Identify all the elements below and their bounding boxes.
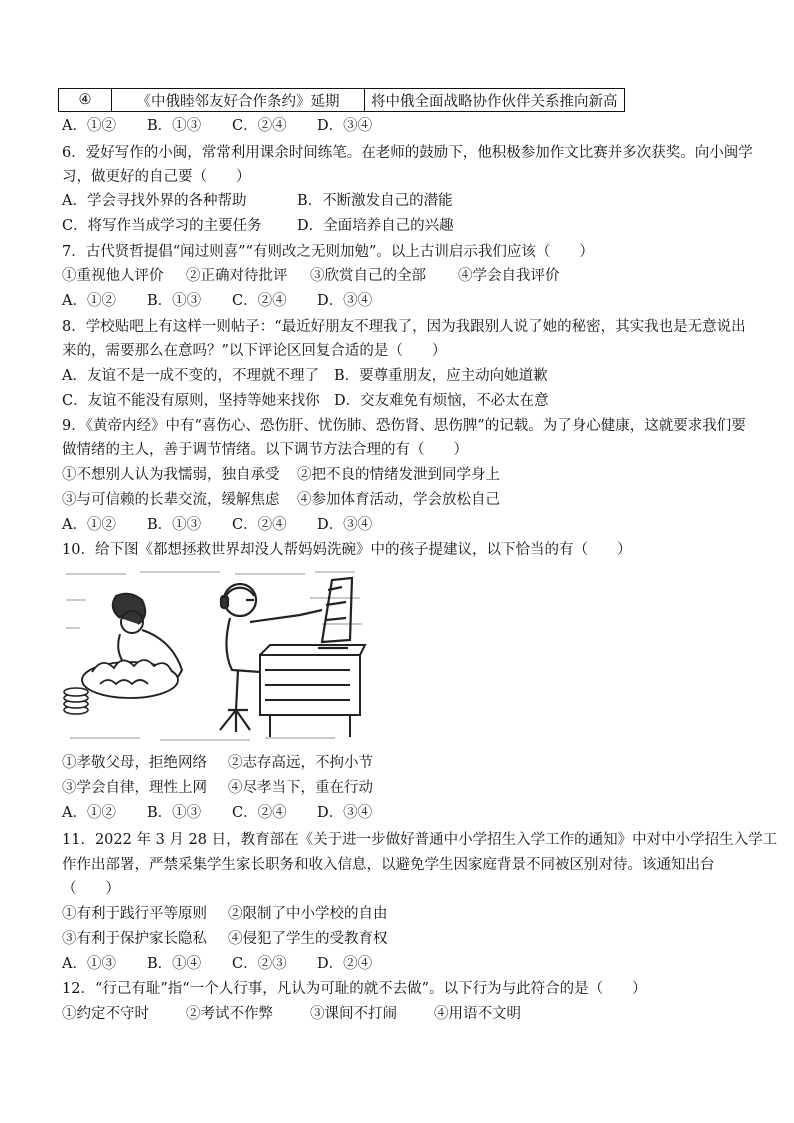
q7-stem: 7．古代贤哲提倡“闻过则喜”“有则改之无则加勉”。以上古训启示我们应该（ ）: [62, 244, 594, 260]
q12-item-3: ③课间不打闹: [310, 1006, 397, 1022]
q7-option-d: D．③④: [317, 293, 373, 309]
q11-option-a: A．①③: [62, 956, 116, 972]
q11-items-row1: [62, 904, 388, 924]
q10-options: [62, 803, 402, 823]
q8-option-d: D．交友难免有烦恼，不必太在意: [334, 393, 549, 409]
q7-item-1: ①重视他人评价: [62, 268, 164, 284]
monitor-drawing: [318, 578, 352, 648]
q9-option-b: B．①③: [147, 517, 202, 533]
q7-option-b: B．①③: [147, 293, 202, 309]
q11-options: [62, 954, 402, 974]
q10-option-b: B．①③: [147, 805, 202, 821]
q5-option-d: D．③④: [317, 118, 373, 134]
q5-option-b: B．①③: [147, 118, 202, 134]
q5-options: [62, 116, 402, 136]
q10-option-a: A．①②: [62, 805, 116, 821]
row-event: 《中俄睦邻友好合作条约》延期: [112, 89, 365, 112]
q6-options-row2: [62, 216, 454, 236]
boy-drawing: [220, 584, 322, 732]
plate-stack-drawing: [64, 688, 88, 714]
q7-item-3: ③欣赏自己的全部: [310, 268, 426, 284]
q8-option-a: A．友谊不是一成不变的，不理就不理了: [62, 368, 319, 384]
q9-item-3: ③与可信赖的长辈交流，缓解焦虑: [62, 492, 280, 508]
q6-options-row1: [62, 191, 453, 211]
q9-option-a: A．①②: [62, 517, 116, 533]
q8-options-row1: [62, 366, 548, 386]
q12-stem: 12．“行己有耻”指“一个人行事，凡认为可耻的就不去做”。以下行为与此符合的是（ ）: [62, 981, 647, 997]
q10-stem: 10．给下图《都想拯救世界却没人帮妈妈洗碗》中的孩子提建议，以下恰当的有（ ）: [62, 542, 632, 558]
q11-item-4: ④侵犯了学生的受教育权: [228, 931, 388, 947]
desk-drawing: [260, 645, 365, 737]
q9-item-2: ②把不良的情绪发泄到同学身上: [297, 467, 500, 483]
q12-items: [62, 1004, 521, 1024]
q10-item-3: ③学会自律，理性上网: [62, 780, 207, 796]
q9-items-row1: [62, 465, 500, 485]
q10-item-2: ②志存高远，不拘小节: [228, 755, 373, 771]
q10-item-4: ④尽孝当下，重在行动: [228, 780, 373, 796]
q6-option-c: C．将写作当成学习的主要任务: [62, 218, 262, 234]
q11-item-3: ③有利于保护家长隐私: [62, 931, 207, 947]
q11-items-row2: [62, 929, 388, 949]
q8-stem-line1: 8．学校贴吧上有这样一则帖子：“最近好朋友不理我了，因为我跟别人说了她的秘密，其实我也是无意说出: [62, 319, 746, 335]
row-meaning: 将中俄全面战略协作伙伴关系推向新高: [365, 89, 625, 112]
q7-items: [62, 266, 560, 286]
q6-stem-line2: 习，做更好的自己要（ ）: [62, 169, 251, 185]
q9-option-c: C．②④: [232, 517, 287, 533]
q7-options: [62, 291, 402, 311]
q7-option-c: C．②④: [232, 293, 287, 309]
row-number: ④: [59, 89, 112, 112]
q10-items-row1: [62, 753, 373, 773]
q10-item-1: ①孝敬父母，拒绝网络: [62, 755, 207, 771]
q6-option-b: B．不断激发自己的潜能: [297, 193, 453, 209]
q11-stem-line2: 作作出部署，严禁采集学生家长职务和收入信息，以避免学生因家庭背景不同被区别对待。该通知出台: [62, 857, 715, 873]
q9-options: [62, 515, 402, 535]
q8-stem-line2: 来的，需要那么在意吗？”以下评论区回复合适的是（ ）: [62, 343, 447, 359]
q11-stem-line3: （ ）: [62, 881, 120, 897]
table-row: [59, 89, 625, 112]
q9-item-4: ④参加体育活动，学会放松自己: [297, 492, 500, 508]
q12-item-4: ④用语不文明: [434, 1006, 521, 1022]
q9-option-d: D．③④: [317, 517, 373, 533]
q11-item-1: ①有利于践行平等原则: [62, 906, 207, 922]
q11-stem-line1: 11．2022 年 3 月 28 日，教育部在《关于进一步做好普通中小学招生入学工作的通知》中对中小学招生入学工: [62, 832, 778, 848]
q6-option-d: D．全面培养自己的兴趣: [297, 218, 454, 234]
q10-option-c: C．②④: [232, 805, 287, 821]
q9-stem-line1: 9．《黄帝内经》中有“喜伤心、恐伤肝、忧伤肺、恐伤肾、思伤脾”的记载。为了身心健康，这就要求我们要: [62, 418, 746, 434]
q5-option-c: C．②④: [232, 118, 287, 134]
q9-items-row2: [62, 490, 500, 510]
q8-option-c: C．友谊不能没有原则，坚持等她来找你: [62, 393, 320, 409]
q11-option-d: D．②④: [317, 956, 373, 972]
q5-option-a: A．①②: [62, 118, 116, 134]
events-table: [58, 88, 625, 112]
q9-stem-line2: 做情绪的主人，善于调节情绪。以下调节方法合理的有（ ）: [62, 442, 468, 458]
q8-option-b: B．要尊重朋友，应主动向她道歉: [334, 368, 548, 384]
q11-item-2: ②限制了中小学校的自由: [228, 906, 388, 922]
q10-option-d: D．③④: [317, 805, 373, 821]
q9-item-1: ①不想别人认为我懦弱，独自承受: [62, 467, 280, 483]
q7-option-a: A．①②: [62, 293, 116, 309]
q11-option-c: C．②③: [232, 956, 287, 972]
q6-option-a: A．学会寻找外界的各种帮助: [62, 193, 247, 209]
q7-item-2: ②正确对待批评: [186, 268, 288, 284]
q12-item-1: ①约定不守时: [62, 1006, 149, 1022]
q7-item-4: ④学会自我评价: [458, 268, 560, 284]
dish-pile-drawing: [82, 660, 178, 698]
cartoon-figure: [60, 560, 370, 750]
q11-option-b: B．①④: [147, 956, 202, 972]
q6-stem-line1: 6．爱好写作的小闽，常常利用课余时间练笔。在老师的鼓励下，他积极参加作文比赛并多次获奖。向小闽学: [62, 145, 753, 161]
q10-items-row2: [62, 778, 373, 798]
q12-item-2: ②考试不作弊: [186, 1006, 273, 1022]
q8-options-row2: [62, 391, 549, 411]
